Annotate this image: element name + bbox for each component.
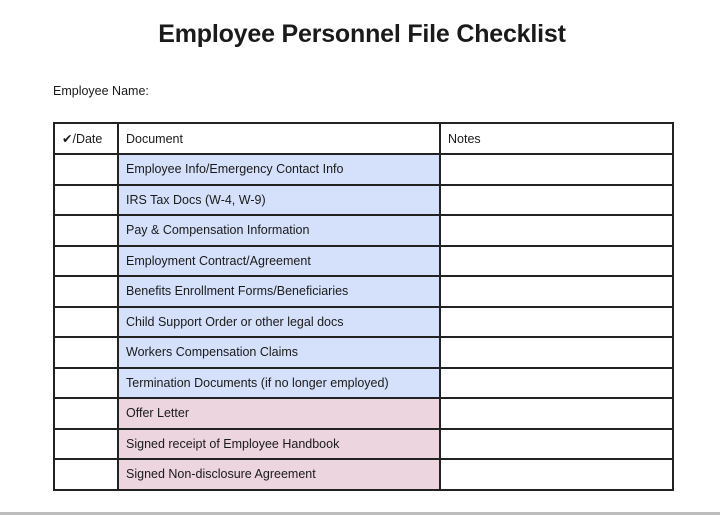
document-cell: Employee Info/Emergency Contact Info [118,154,440,185]
table-row [54,246,673,277]
notes-cell[interactable] [440,398,673,429]
check-date-cell[interactable] [54,459,118,490]
table-row [54,215,673,246]
notes-cell[interactable] [440,337,673,368]
table-row [54,398,673,429]
notes-cell[interactable] [440,307,673,338]
document-cell: Child Support Order or other legal docs [118,307,440,338]
document-cell: Signed Non-disclosure Agreement [118,459,440,490]
table-row [54,368,673,399]
table-row [54,307,673,338]
document-cell: Pay & Compensation Information [118,215,440,246]
check-date-cell[interactable] [54,246,118,277]
notes-cell[interactable] [440,215,673,246]
header-document: Document [118,123,440,154]
check-date-cell[interactable] [54,276,118,307]
document-cell: Offer Letter [118,398,440,429]
table-row [54,276,673,307]
table-row [54,429,673,460]
table-row [54,185,673,216]
table-row [54,337,673,368]
notes-cell[interactable] [440,459,673,490]
notes-cell[interactable] [440,368,673,399]
table-row [54,459,673,490]
document-cell: Employment Contract/Agreement [118,246,440,277]
check-date-cell[interactable] [54,337,118,368]
table-row [54,154,673,185]
header-notes: Notes [440,123,673,154]
checklist-table [53,122,674,491]
document-cell: IRS Tax Docs (W-4, W-9) [118,185,440,216]
document-cell: Termination Documents (if no longer employed) [118,368,440,399]
check-date-cell[interactable] [54,154,118,185]
document-cell: Workers Compensation Claims [118,337,440,368]
notes-cell[interactable] [440,276,673,307]
notes-cell[interactable] [440,185,673,216]
employee-name-label: Employee Name: [53,84,149,98]
document-cell: Benefits Enrollment Forms/Beneficiaries [118,276,440,307]
check-date-cell[interactable] [54,307,118,338]
notes-cell[interactable] [440,246,673,277]
page-title: Employee Personnel File Checklist [158,20,566,48]
check-date-cell[interactable] [54,368,118,399]
check-date-cell[interactable] [54,215,118,246]
check-date-cell[interactable] [54,429,118,460]
notes-cell[interactable] [440,429,673,460]
document-cell: Signed receipt of Employee Handbook [118,429,440,460]
check-date-cell[interactable] [54,398,118,429]
notes-cell[interactable] [440,154,673,185]
table-header-row [54,123,673,154]
check-date-cell[interactable] [54,185,118,216]
header-check-date: ✔/Date [54,123,118,154]
